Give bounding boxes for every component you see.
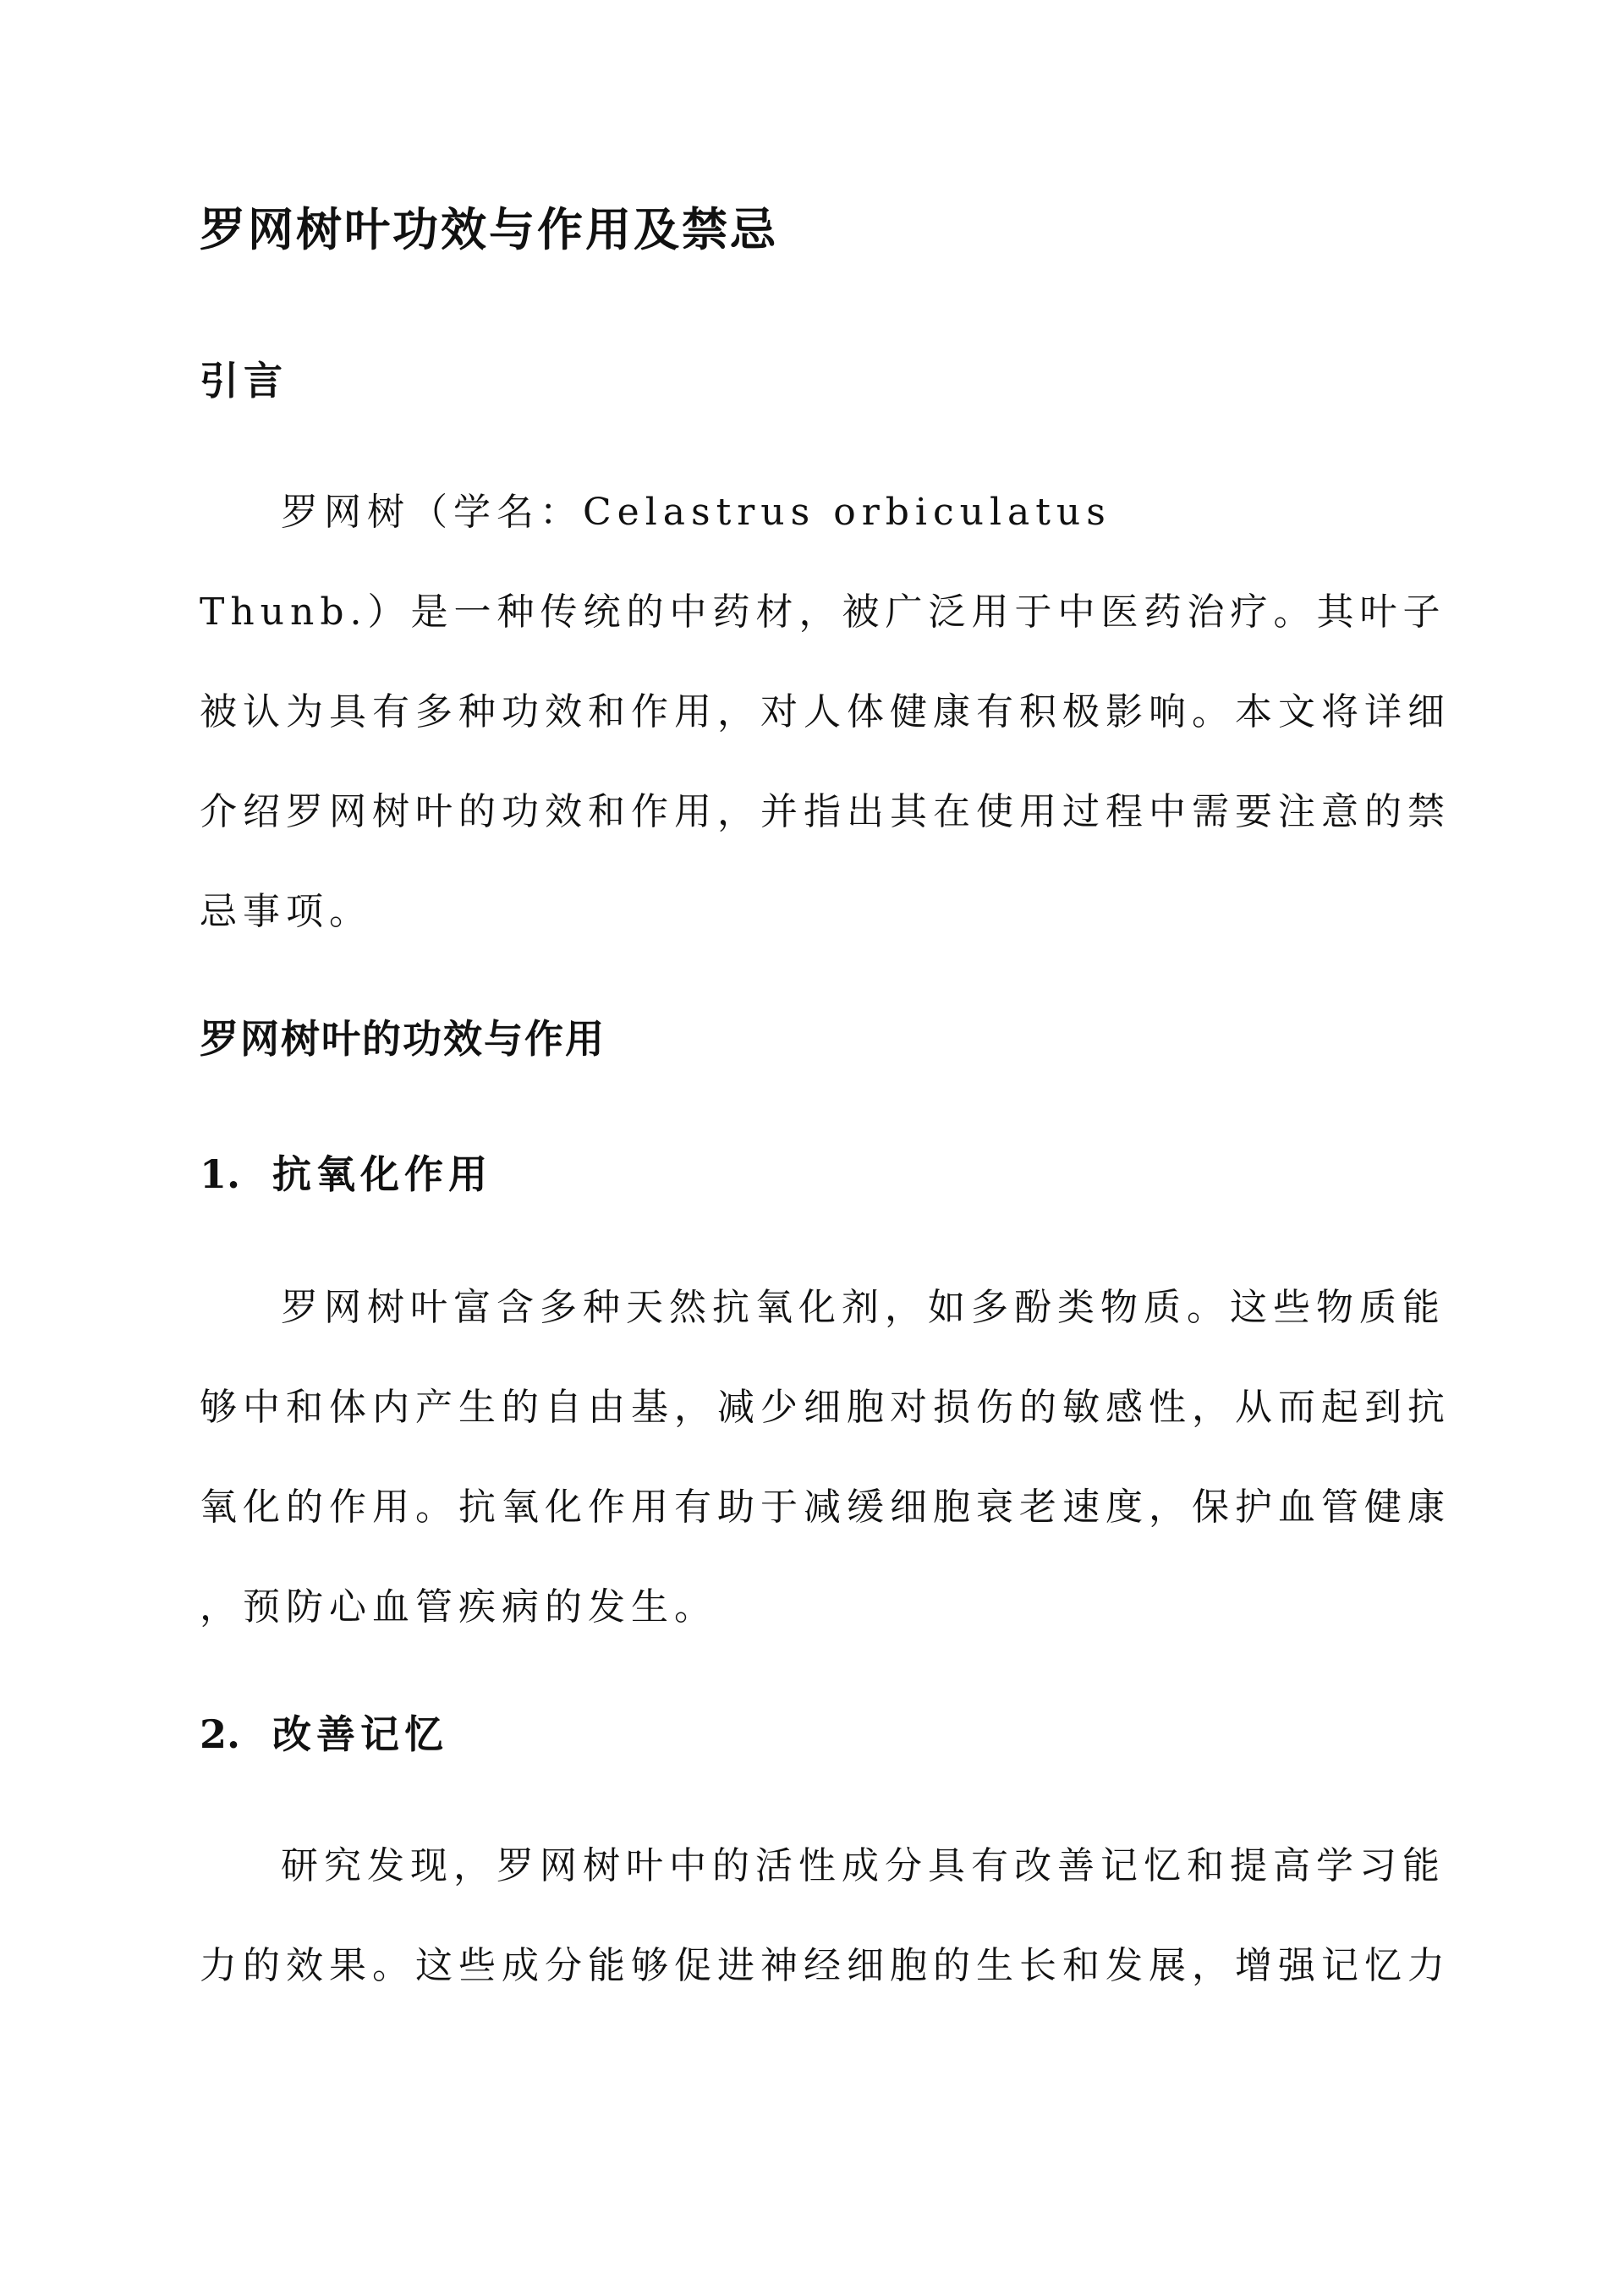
intro-line-1: 罗网树（学名：Celastrus orbiculatus: [281, 491, 1111, 534]
item-heading-1: [200, 1149, 492, 1200]
item-1-line-2: 够中和体内产生的自由基，减少细胞对损伤的敏感性，从而起到抗: [200, 1386, 1451, 1429]
item-heading-2: [200, 1709, 448, 1760]
paragraph-line: [200, 1816, 1446, 1916]
item-1-line-4: ，预防心血管疾病的发生。: [200, 1585, 717, 1629]
item-title: 抗氧化作用: [272, 1151, 492, 1197]
paragraph-line: [200, 1458, 1451, 1557]
item-title: 改善记忆: [272, 1711, 448, 1757]
item-1-line-1: 罗网树叶富含多种天然抗氧化剂，如多酚类物质。这些物质能: [281, 1286, 1446, 1329]
item-number: 2.: [200, 1711, 241, 1757]
paragraph-line: [200, 862, 1426, 962]
paragraph-line: [200, 563, 1446, 662]
document-title: 罗网树叶功效与作用及禁忌: [200, 202, 778, 256]
paragraph-line: [200, 1557, 1426, 1657]
item-2-line-2: 力的效果。这些成分能够促进神经细胞的生长和发展，增强记忆力: [200, 1944, 1451, 1987]
intro-line-3: 被认为具有多种功效和作用，对人体健康有积极影响。本文将详细: [200, 690, 1451, 733]
item-1-line-3: 氧化的作用。抗氧化作用有助于减缓细胞衰老速度，保护血管健康: [200, 1486, 1451, 1529]
paragraph-line: [200, 1258, 1446, 1358]
intro-paragraph: [200, 463, 1451, 962]
item-number: 1.: [200, 1151, 241, 1197]
item-1-paragraph: [200, 1258, 1451, 1657]
paragraph-line: [200, 1358, 1451, 1458]
paragraph-line: [200, 662, 1451, 762]
intro-line-5: 忌事项。: [200, 890, 372, 933]
intro-line-2: Thunb.）是一种传统的中药材，被广泛用于中医药治疗。其叶子: [200, 590, 1446, 634]
intro-line-4: 介绍罗网树叶的功效和作用，并指出其在使用过程中需要注意的禁: [200, 790, 1451, 833]
section-heading: 罗网树叶的功效与作用: [200, 1016, 606, 1062]
item-2-paragraph: [200, 1816, 1451, 2016]
item-2-line-1: 研究发现，罗网树叶中的活性成分具有改善记忆和提高学习能: [281, 1844, 1446, 1887]
paragraph-line: [200, 762, 1451, 862]
intro-heading: 引言: [200, 358, 288, 404]
paragraph-line: [200, 463, 1426, 563]
paragraph-line: [200, 1916, 1451, 2016]
